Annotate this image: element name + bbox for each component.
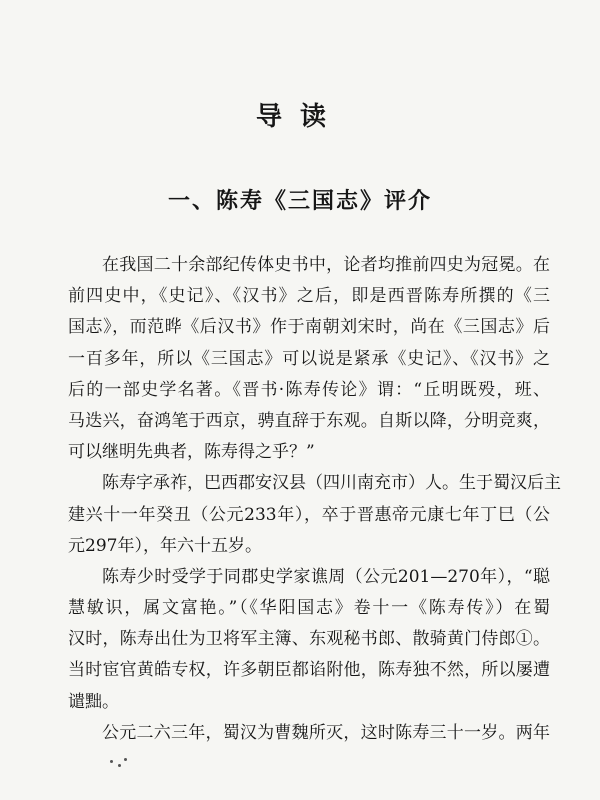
page-title: 导读 [255, 102, 344, 132]
text-line: 汉时，陈寿出仕为卫将军主簿、东观秘书郎、散骑黄门侍郎①。 [68, 629, 550, 650]
text-line: 陈寿字承祚，巴西郡安汉县（四川南充市）人。生于蜀汉后主 [102, 473, 561, 494]
text-line: 马迭兴，奋鸿笔于西京，骋直辞于东观。自斯以降，分明竞爽， [68, 410, 550, 431]
text-line: 陈寿少时受学于同郡史学家谯周（公元201—270年），“聪 [102, 566, 550, 587]
speck [110, 760, 113, 763]
text-line: 后的一部史学名著。《晋书·陈寿传论》谓：“丘明既殁，班、 [68, 379, 550, 400]
text-line: 一百多年，所以《三国志》可以说是紧承《史记》、《汉书》之 [68, 348, 550, 369]
text-line: 元297年），年六十五岁。 [68, 535, 262, 556]
speck [118, 764, 121, 767]
text-line: 在我国二十余部纪传体史书中，论者均推前四史为冠冕。在 [102, 255, 550, 275]
body-text [68, 250, 561, 749]
text-line: 建兴十一年癸丑（公元233年），卒于晋惠帝元康七年丁巳（公 [68, 504, 550, 525]
text-line: 慧敏识，属文富艳。”（《华阳国志》卷十一《陈寿传》）在蜀 [68, 598, 550, 619]
text-line: 谴黜。 [68, 691, 119, 712]
text-line: 前四史中，《史记》、《汉书》之后，即是西晋陈寿所撰的《三 [68, 286, 550, 307]
section-heading: 一、陈寿《三国志》评介 [167, 188, 432, 214]
speck [124, 758, 127, 761]
text-line: 公元二六三年，蜀汉为曹魏所灭，这时陈寿三十一岁。两年 [102, 722, 550, 743]
text-line: 国志》，而范晔《后汉书》作于南朝刘宋时，尚在《三国志》后 [68, 317, 550, 338]
text-line: 可以继明先典者，陈寿得之乎？” [68, 442, 315, 463]
text-line: 当时宦官黄皓专权，许多朝臣都谄附他，陈寿独不然，所以屡遭 [68, 660, 550, 681]
